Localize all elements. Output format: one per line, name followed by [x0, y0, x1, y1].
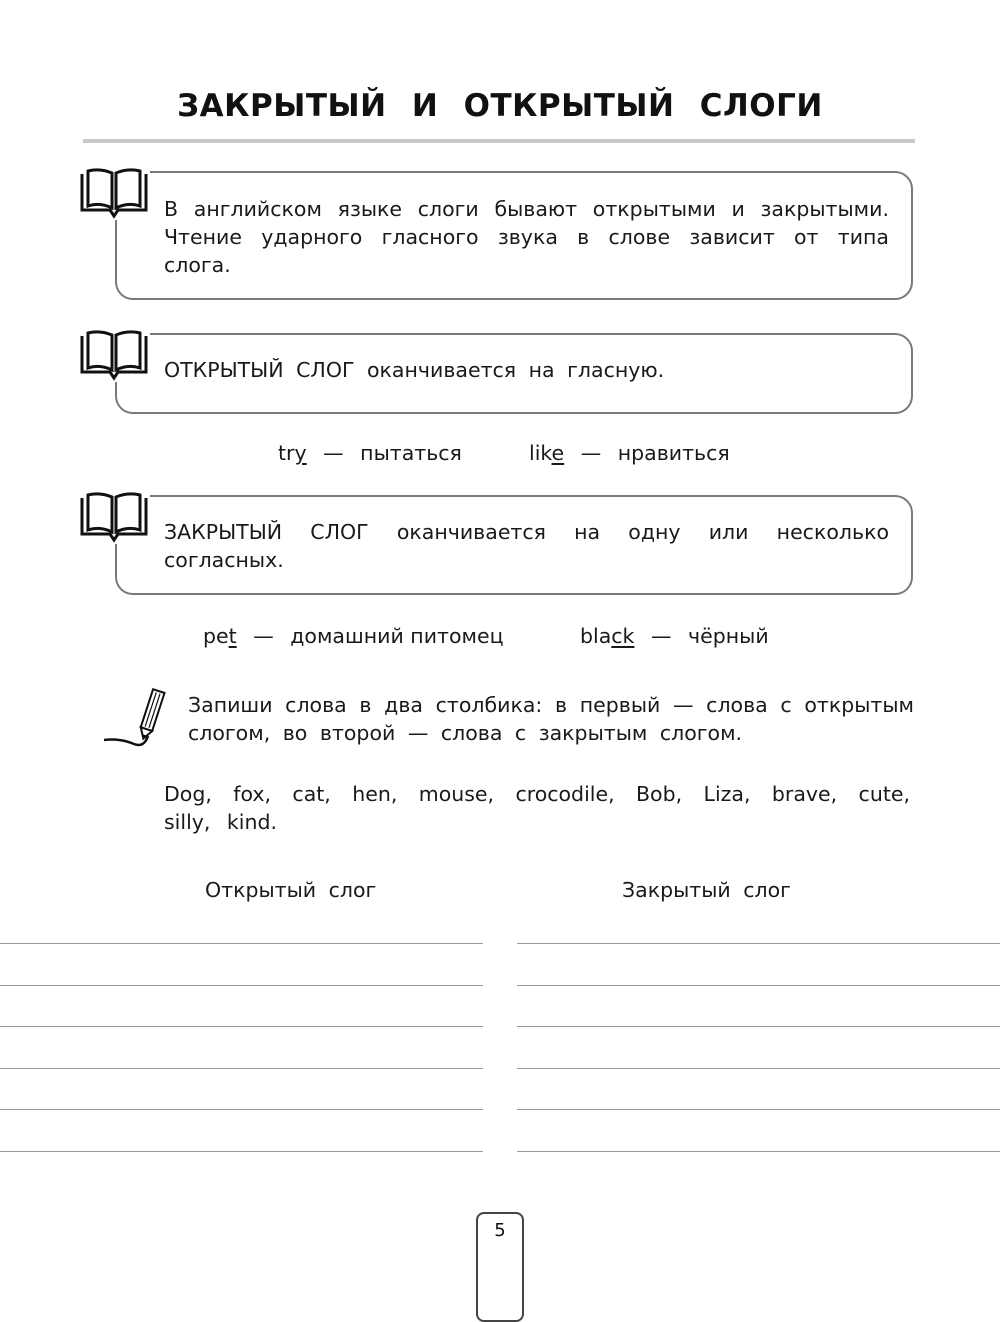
- example-word: try: [278, 441, 307, 465]
- example-dash: —: [323, 441, 344, 465]
- info-text-syllables: В английском языке слоги бывают открытыми и закрытыми. Чтение ударного гласного звука в слове зависит от типа слога.: [164, 197, 889, 277]
- example-translation: нравиться: [617, 441, 730, 465]
- info-text-open-syllable: ОТКРЫТЫЙ СЛОГ оканчивается на гласную.: [164, 358, 665, 382]
- writing-line[interactable]: [517, 985, 1000, 986]
- page-number: 5: [494, 1220, 506, 1241]
- writing-line[interactable]: [0, 985, 483, 986]
- title-divider: [83, 139, 915, 143]
- writing-line[interactable]: [517, 1109, 1000, 1110]
- writing-line[interactable]: [0, 943, 483, 944]
- writing-line[interactable]: [0, 1068, 483, 1069]
- info-text-closed-syllable: ЗАКРЫТЫЙ СЛОГ оканчивается на одну или несколько согласных.: [164, 520, 889, 572]
- example-translation: домашний питомец: [290, 624, 504, 648]
- example-dash: —: [580, 441, 602, 465]
- open-book-icon: [78, 168, 150, 220]
- column-header-open: Открытый слог: [205, 878, 377, 902]
- writing-line[interactable]: [517, 1151, 1000, 1152]
- open-book-icon: [78, 330, 150, 382]
- writing-line[interactable]: [517, 1068, 1000, 1069]
- example-closed-1: [203, 624, 504, 648]
- example-word: pet: [203, 624, 237, 648]
- example-open-1: [278, 441, 462, 465]
- open-book-icon: [78, 492, 150, 544]
- writing-line[interactable]: [0, 1151, 483, 1152]
- example-translation: пытаться: [360, 441, 462, 465]
- task-word-list: Dog, fox, cat, hen, mouse, crocodile, Bob, Liza, brave, cute, silly, kind.: [164, 782, 910, 834]
- example-closed-2: [580, 624, 769, 648]
- writing-line[interactable]: [517, 1026, 1000, 1027]
- example-dash: —: [253, 624, 274, 648]
- writing-line[interactable]: [0, 1026, 483, 1027]
- page-title: ЗАКРЫТЫЙ И ОТКРЫТЫЙ СЛОГИ: [177, 88, 823, 124]
- writing-line[interactable]: [0, 1109, 483, 1110]
- example-dash: —: [650, 624, 672, 648]
- task-instruction: Запиши слова в два столбика: в первый — слова с открытым слогом, во второй — слова с закрытым слогом.: [188, 693, 914, 745]
- example-word: like: [529, 441, 565, 465]
- pencil-icon: [100, 686, 166, 748]
- example-word: black: [580, 624, 635, 648]
- example-open-2: [529, 441, 730, 465]
- column-header-closed: Закрытый слог: [622, 878, 791, 902]
- writing-line[interactable]: [517, 943, 1000, 944]
- example-translation: чёрный: [688, 624, 769, 648]
